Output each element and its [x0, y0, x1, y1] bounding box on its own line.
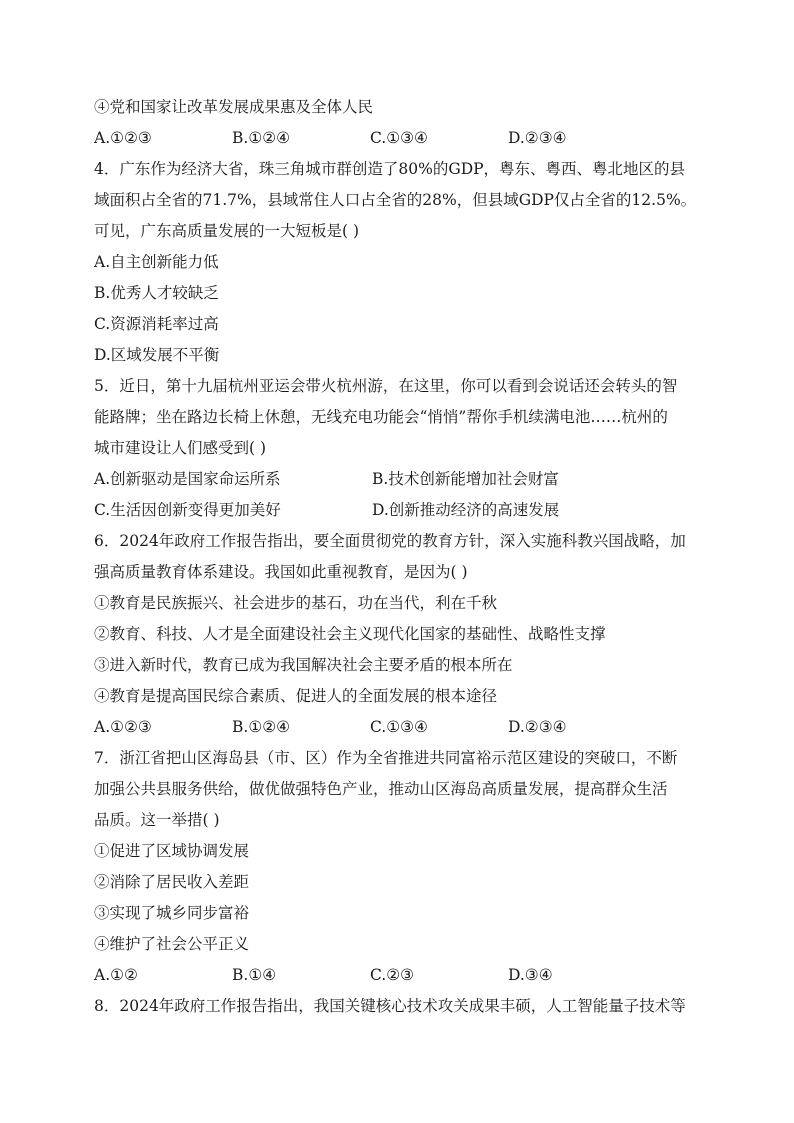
q6-option-a[interactable]: A.①②③: [94, 718, 152, 736]
q7-option-b[interactable]: B.①④: [232, 966, 277, 984]
q6-option-b[interactable]: B.①②④: [232, 718, 291, 736]
q3-option-d[interactable]: D.②③④: [508, 129, 567, 147]
q7-stem-line-3: 品质。这一举措( ): [94, 811, 220, 829]
q4-option-d[interactable]: D.区域发展不平衡: [94, 346, 220, 364]
q6-options: [94, 716, 714, 738]
q7-option-a[interactable]: A.①②: [94, 966, 138, 984]
q7-item-2: ②消除了居民收入差距: [94, 873, 250, 891]
q5-stem-line-1: 5．近日，第十九届杭州亚运会带火杭州游，在这里，你可以看到会说话还会转头的智: [94, 377, 678, 395]
q3-option-b[interactable]: B.①②④: [232, 129, 291, 147]
q4-option-b[interactable]: B.优秀人才较缺乏: [94, 284, 219, 302]
q5-options-row-2: [94, 499, 714, 521]
q5-options-row-1: [94, 468, 714, 490]
q6-stem-line-1: 6．2024年政府工作报告指出，要全面贯彻党的教育方针，深入实施科教兴国战略，加: [94, 532, 686, 550]
q6-item-2: ②教育、科技、人才是全面建设社会主义现代化国家的基础性、战略性支撑: [94, 625, 606, 643]
q4-stem-line-1: 4．广东作为经济大省，珠三角城市群创造了80%的GDP，粤东、粤西、粤北地区的县: [94, 160, 686, 178]
q5-stem-line-2: 能路牌；坐在路边长椅上休憩，无线充电功能会“悄悄”帮你手机续满电池……杭州的: [94, 408, 668, 426]
q3-option-a[interactable]: A.①②③: [94, 129, 152, 147]
q5-option-a[interactable]: A.创新驱动是国家命运所系: [94, 470, 281, 488]
q6-option-c[interactable]: C.①③④: [370, 718, 428, 736]
q7-option-d[interactable]: D.③④: [508, 966, 553, 984]
q3-option-c[interactable]: C.①③④: [370, 129, 428, 147]
q6-item-1: ①教育是民族振兴、社会进步的基石，功在当代，利在千秋: [94, 594, 498, 612]
q6-stem-line-2: 强高质量教育体系建设。我国如此重视教育，是因为( ): [94, 563, 468, 581]
q5-stem-line-3: 城市建设让人们感受到( ): [94, 439, 267, 457]
q7-options: [94, 964, 714, 986]
q6-item-4: ④教育是提高国民综合素质、促进人的全面发展的根本途径: [94, 687, 498, 705]
q6-item-3: ③进入新时代，教育已成为我国解决社会主要矛盾的根本所在: [94, 656, 513, 674]
q7-item-3: ③实现了城乡同步富裕: [94, 904, 250, 922]
q4-stem-line-2: 域面积占全省的71.7%，县域常住人口占全省的28%，但县域GDP仅占全省的12.5%。: [94, 191, 697, 209]
q5-option-d[interactable]: D.创新推动经济的高速发展: [372, 501, 560, 519]
q3-options: [94, 127, 714, 149]
q5-option-b[interactable]: B.技术创新能增加社会财富: [372, 470, 559, 488]
q5-option-c[interactable]: C.生活因创新变得更加美好: [94, 501, 281, 519]
q6-option-d[interactable]: D.②③④: [508, 718, 567, 736]
q7-item-1: ①促进了区域协调发展: [94, 842, 250, 860]
q4-stem-line-3: 可见，广东高质量发展的一大短板是( ): [94, 222, 360, 240]
q7-stem-line-2: 加强公共县服务供给，做优做强特色产业，推动山区海岛高质量发展，提高群众生活: [94, 780, 668, 798]
q3-item-4: ④党和国家让改革发展成果惠及全体人民: [94, 98, 374, 116]
q7-option-c[interactable]: C.②③: [370, 966, 415, 984]
q8-stem-line-1: 8．2024年政府工作报告指出，我国关键核心技术攻关成果丰硕，人工智能量子技术等: [94, 997, 686, 1015]
q4-option-c[interactable]: C.资源消耗率过高: [94, 315, 219, 333]
q4-option-a[interactable]: A.自主创新能力低: [94, 253, 219, 271]
q7-stem-line-1: 7．浙江省把山区海岛县（市、区）作为全省推进共同富裕示范区建设的突破口，不断: [94, 749, 678, 767]
q7-item-4: ④维护了社会公平正义: [94, 935, 250, 953]
